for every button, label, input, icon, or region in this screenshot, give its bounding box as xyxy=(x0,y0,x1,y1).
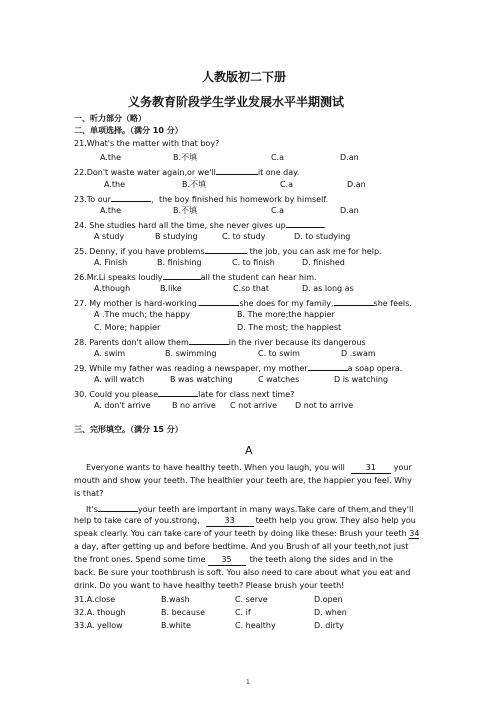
q26-option-c: C.so that xyxy=(233,284,269,293)
section-2-heading: 二、单项选择。（满分 10 分） xyxy=(74,126,183,135)
passage-line-1 xyxy=(86,463,412,474)
q28-option-a: A. swim xyxy=(94,349,126,358)
a31-option-b: B.wash xyxy=(161,595,190,604)
q22-text-a: 22.Don't waste water again,or we'll xyxy=(74,168,216,177)
blank-34-number: 34 xyxy=(409,529,420,538)
a31-option-c: C. serve xyxy=(235,595,268,604)
q21-option-a: A.the xyxy=(100,153,122,162)
q25-option-d: D. finished xyxy=(302,258,345,267)
q29-option-b: B was watching xyxy=(170,375,233,384)
q27-blank-2 xyxy=(334,297,374,306)
q21-option-c: C.a xyxy=(271,153,285,162)
passage-line-6 xyxy=(74,529,419,539)
q30-text-b: late for class next time? xyxy=(198,390,295,399)
q28-text-a: 28. Parents don't allow them xyxy=(74,338,189,347)
q28-option-b: B. swimming xyxy=(165,349,217,358)
p6-text-a: speak clearly. You can take care of your teeth by doing like these: Brush your teeth xyxy=(74,529,407,538)
q22-option-d: D.an xyxy=(347,180,366,189)
q26-option-a: A.though xyxy=(94,284,131,293)
q27-blank-1 xyxy=(199,297,239,306)
p4-text-a: It's xyxy=(86,505,98,514)
question-30 xyxy=(74,388,294,400)
q21-option-d: D.an xyxy=(340,153,359,162)
passage-line-9: back. Be sure your toothbrush is soft. You also need to care about what you eat and xyxy=(74,568,411,577)
q24-option-a: A study xyxy=(94,232,125,241)
question-27 xyxy=(74,297,412,309)
q22-blank xyxy=(216,166,258,175)
q28-text-b: in the river because its dangerous xyxy=(228,338,366,347)
passage-line-5 xyxy=(74,516,416,527)
p5-text-b: teeth help you grow. They also help you xyxy=(255,516,416,525)
q24-option-c: C. to study xyxy=(222,232,266,241)
question-28 xyxy=(74,336,366,348)
q27-option-c: C. More; happier xyxy=(94,323,161,332)
blank-33 xyxy=(206,516,254,527)
p4-text-b: your teeth are important in many ways.Take care of them,and they'll xyxy=(137,505,414,514)
q25-blank xyxy=(205,245,247,254)
q29-option-a: A. will watch xyxy=(94,375,145,384)
p8-text-b: the teeth along the sides and in the xyxy=(249,555,394,564)
q24-text-b: . xyxy=(323,221,327,230)
q29-option-d: D is watching xyxy=(334,375,389,384)
q27-text-c: she feels. xyxy=(373,299,412,308)
question-25 xyxy=(74,245,382,257)
q29-option-c: C watches xyxy=(258,375,300,384)
blank-35-number: 35 xyxy=(221,555,232,564)
question-21: 21.What's the matter with that boy? xyxy=(74,139,220,148)
passage-line-7: a day, after getting up and before bedtime. And you Brush of all your teeth,not just xyxy=(74,542,409,551)
q30-text-a: 30. Could you please xyxy=(74,390,159,399)
q26-text-a: 26.Mr.Li speaks loudly xyxy=(74,273,163,282)
q30-option-a: A. don't arrive xyxy=(94,401,151,410)
blank-32 xyxy=(98,503,138,512)
blank-31 xyxy=(351,463,391,474)
q23-text-a: 23.To our xyxy=(74,195,111,204)
passage-title: A xyxy=(245,444,253,457)
p8-text-a: the front ones. Spend some time xyxy=(74,555,206,564)
q24-text-a: 24. She studies hard all the time, she never gives up xyxy=(74,221,286,230)
a31-option-a: 31.A.close xyxy=(74,595,116,604)
q25-text-b: the job, you can ask me for help. xyxy=(249,247,382,256)
blank-31-number: 31 xyxy=(365,463,376,472)
q28-blank xyxy=(189,336,229,345)
q29-blank xyxy=(308,362,348,371)
a32-option-b: B. because xyxy=(161,608,206,617)
question-26 xyxy=(74,271,317,283)
q30-option-b: B no arrive xyxy=(172,401,216,410)
q22-text-b: it one day. xyxy=(257,168,300,177)
question-24 xyxy=(74,219,326,231)
q21-option-b: B.不填 xyxy=(173,153,198,162)
q27-text-a: 27. My mother is hard-working. xyxy=(74,299,200,308)
q23-option-c: C.a xyxy=(271,206,285,215)
a33-option-b: B.white xyxy=(161,621,191,630)
q22-option-c: C.a xyxy=(280,180,294,189)
p5-text-a: help to take care of you.strong, xyxy=(74,516,200,525)
q27-text-b: she does for my family, xyxy=(239,299,334,308)
blank-35 xyxy=(208,555,246,566)
q30-blank xyxy=(158,388,198,397)
title-line-1: 人教版初二下册 xyxy=(202,70,287,84)
blank-33-number: 33 xyxy=(224,516,235,525)
q26-option-b: B.like xyxy=(160,284,182,293)
q25-text-a: 25. Denny, if you have problems xyxy=(74,247,205,256)
q23-option-d: D.an xyxy=(340,206,359,215)
q26-option-d: D. as long as xyxy=(302,284,354,293)
q25-option-b: B. finishing xyxy=(157,258,202,267)
q22-option-b: B.不填 xyxy=(182,180,207,189)
a32-option-d: D. when xyxy=(314,608,347,617)
passage-line-4 xyxy=(86,503,413,515)
title-line-2: 义务教育阶段学生学业发展水平半期测试 xyxy=(128,95,345,109)
a32-option-c: C. if xyxy=(235,608,251,617)
passage-line-2: mouth and show your teeth. The healthier your teeth are, the happier you feel. Why xyxy=(74,476,412,485)
p1-text-b: your xyxy=(393,463,412,472)
q27-option-a: A .The much; the happy xyxy=(94,310,191,319)
a31-option-d: D.open xyxy=(314,595,343,604)
q24-option-d: D. to studying xyxy=(294,232,351,241)
question-29 xyxy=(74,362,402,374)
q23-text-b: ，the boy finished his homework by himself. xyxy=(150,195,329,204)
section-1-heading: 一、听力部分（略） xyxy=(74,114,146,123)
passage-line-8 xyxy=(74,555,393,566)
q26-blank xyxy=(163,271,201,280)
passage-line-10: drink. Do you want to have healthy teeth? Please brush your teeth! xyxy=(74,581,345,590)
a32-option-a: 32.A. though xyxy=(74,608,126,617)
q25-option-a: A. Finish xyxy=(94,258,128,267)
q30-option-c: C not arrive xyxy=(230,401,277,410)
section-3-heading: 三、完形填空。（满分 15 分） xyxy=(74,425,183,434)
q24-blank xyxy=(286,219,324,228)
q24-option-b: B studying xyxy=(155,232,198,241)
q25-option-c: C. to finish xyxy=(232,258,275,267)
q23-blank xyxy=(111,193,151,202)
q28-option-d: D .swam xyxy=(341,349,376,358)
a33-option-d: D. dirty xyxy=(314,621,344,630)
page-number: 1 xyxy=(246,679,250,686)
q30-option-d: D not to arrive xyxy=(295,401,354,410)
question-22 xyxy=(74,166,299,178)
passage-line-3: is that? xyxy=(74,489,104,498)
a33-option-c: C. healthy xyxy=(235,621,276,630)
q27-option-d: D. The most; the happiest xyxy=(237,323,342,332)
q26-text-b: all the student can hear him. xyxy=(200,273,317,282)
a33-option-a: 33.A. yellow xyxy=(74,621,123,630)
q29-text-a: 29. While my father was reading a newspaper, my mother xyxy=(74,364,308,373)
q29-text-b: a soap opera. xyxy=(347,364,403,373)
q22-option-a: A.the xyxy=(104,180,126,189)
q27-option-b: B. The more;the happier xyxy=(237,310,335,319)
p1-text-a: Everyone wants to have healthy teeth. When you laugh, you will xyxy=(86,463,345,472)
q28-option-c: C. to swim xyxy=(258,349,300,358)
question-23 xyxy=(74,193,328,205)
q23-option-b: B.不填 xyxy=(173,206,198,215)
q23-option-a: A.the xyxy=(100,206,122,215)
